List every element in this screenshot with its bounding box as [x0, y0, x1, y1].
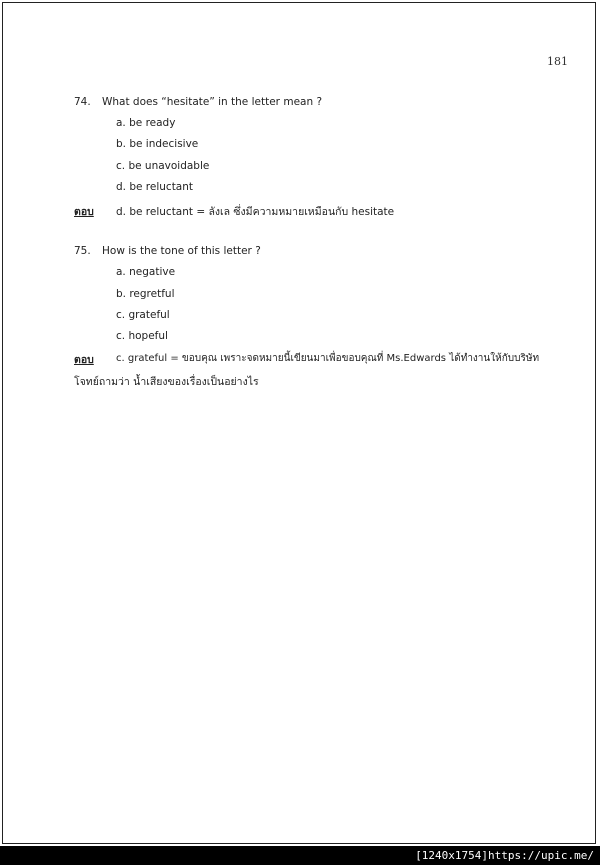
question-number: 74.	[74, 96, 91, 108]
answer-text: d. be reluctant = ลังเล ซึ่งมีความหมายเหมือนกับ hesitate	[116, 206, 395, 218]
footer-bar	[0, 846, 600, 865]
answer-label: ตอบ	[74, 354, 94, 366]
footer-text: [1240x1754]https://upic.me/	[415, 849, 594, 862]
option: c. grateful	[116, 309, 170, 321]
option: d. be reluctant	[116, 181, 194, 193]
question-text: What does “hesitate” in the letter mean ?	[102, 96, 323, 108]
option: a. be ready	[116, 117, 176, 129]
answer-text: c. grateful = ขอบคุณ เพราะจดหมายนี้เขียนมาเพื่อขอบคุณที่ Ms.Edwards ได้ทำงานให้กับบริษัท	[116, 353, 540, 364]
option: b. regretful	[116, 288, 175, 300]
document-page	[2, 2, 596, 844]
question-text: How is the tone of this letter ?	[102, 245, 261, 257]
option: a. negative	[116, 266, 176, 278]
option: c. be unavoidable	[116, 160, 210, 172]
page-number: 181	[547, 55, 568, 68]
question-75	[74, 245, 474, 259]
answer-continuation: โจทย์ถามว่า น้ำเสียงของเรื่องเป็นอย่างไร	[74, 376, 259, 388]
question-number: 75.	[74, 245, 91, 257]
question-74	[74, 96, 474, 110]
option: b. be indecisive	[116, 138, 199, 150]
answer-label: ตอบ	[74, 206, 94, 218]
option: c. hopeful	[116, 330, 168, 342]
